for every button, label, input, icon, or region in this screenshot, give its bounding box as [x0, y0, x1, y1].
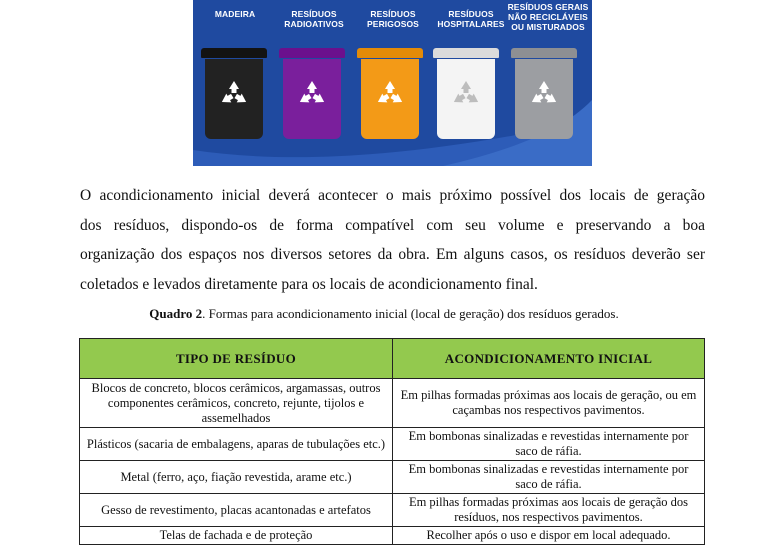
bin-gerais: [511, 48, 577, 144]
cell-acondicionamento: Recolher após o uso e dispor em local adequado.: [393, 527, 705, 545]
paragraph-line: organização dos espaços nos diversos setores da obra. Em alguns casos, os resíduos deverão ser: [80, 246, 705, 263]
body-paragraph: [80, 181, 705, 299]
bin-title-perigosos: RESÍDUOS PERIGOSOS: [367, 9, 419, 29]
header-acondicionamento-inicial: ACONDICIONAMENTO INICIAL: [393, 339, 705, 379]
recycle-icon: [450, 78, 482, 110]
table-row: [80, 461, 705, 494]
recycling-bins-banner: [193, 0, 592, 166]
cell-tipo: Metal (ferro, aço, fiação revestida, arame etc.): [80, 461, 393, 494]
waste-table: [79, 338, 705, 545]
table-row: [80, 379, 705, 428]
recycle-icon: [374, 78, 406, 110]
bin-perigosos: [357, 48, 423, 144]
bin-title-hospitalares: RESÍDUOS HOSPITALARES: [437, 9, 505, 29]
paragraph-line: dos resíduos, dispondo-os de forma compatível com seu volume e preservando a boa: [80, 216, 705, 234]
paragraph-line: coletados e levados diretamente para os locais de acondicionamento final.: [80, 275, 538, 293]
table-header-row: [80, 339, 705, 379]
cell-acondicionamento: Em bombonas sinalizadas e revestidas internamente por saco de ráfia.: [393, 461, 705, 494]
cell-acondicionamento: Em bombonas sinalizadas e revestidas internamente por saco de ráfia.: [393, 428, 705, 461]
header-tipo-de-residuo: TIPO DE RESÍDUO: [80, 339, 393, 379]
cell-acondicionamento: Em pilhas formadas próximas aos locais de geração dos resíduos, nos respectivos pavimentos.: [393, 494, 705, 527]
bin-madeira: [201, 48, 267, 144]
cell-tipo: Telas de fachada e de proteção: [80, 527, 393, 545]
bin-hospitalares: [433, 48, 499, 144]
cell-tipo: Gesso de revestimento, placas acantonadas e artefatos: [80, 494, 393, 527]
table-row: [80, 527, 705, 545]
cell-tipo: Blocos de concreto, blocos cerâmicos, argamassas, outros componentes cerâmicos, concreto, rejunte, tijolos e assemelhados: [80, 379, 393, 428]
recycle-icon: [528, 78, 560, 110]
table-row: [80, 428, 705, 461]
cell-acondicionamento: Em pilhas formadas próximas aos locais de geração, ou em caçambas nos respectivos pavimentos.: [393, 379, 705, 428]
bin-title-gerais: RESÍDUOS GERAIS NÃO RECICLÁVEIS OU MISTURADOS: [507, 2, 589, 32]
table-caption: [0, 306, 768, 322]
table-row: [80, 494, 705, 527]
bin-title-madeira: MADEIRA: [214, 9, 256, 19]
caption-label: Quadro 2: [149, 306, 203, 321]
caption-text: . Formas para acondicionamento inicial (local de geração) dos resíduos gerados.: [202, 306, 619, 321]
cell-tipo: Plásticos (sacaria de embalagens, aparas de tubulações etc.): [80, 428, 393, 461]
paragraph-line: O acondicionamento inicial deverá acontecer o mais próximo possível dos locais de geração: [80, 187, 705, 204]
recycle-icon: [296, 78, 328, 110]
bin-title-radioativos: RESÍDUOS RADIOATIVOS: [284, 9, 344, 29]
bin-radioativos: [279, 48, 345, 144]
recycle-icon: [218, 78, 250, 110]
